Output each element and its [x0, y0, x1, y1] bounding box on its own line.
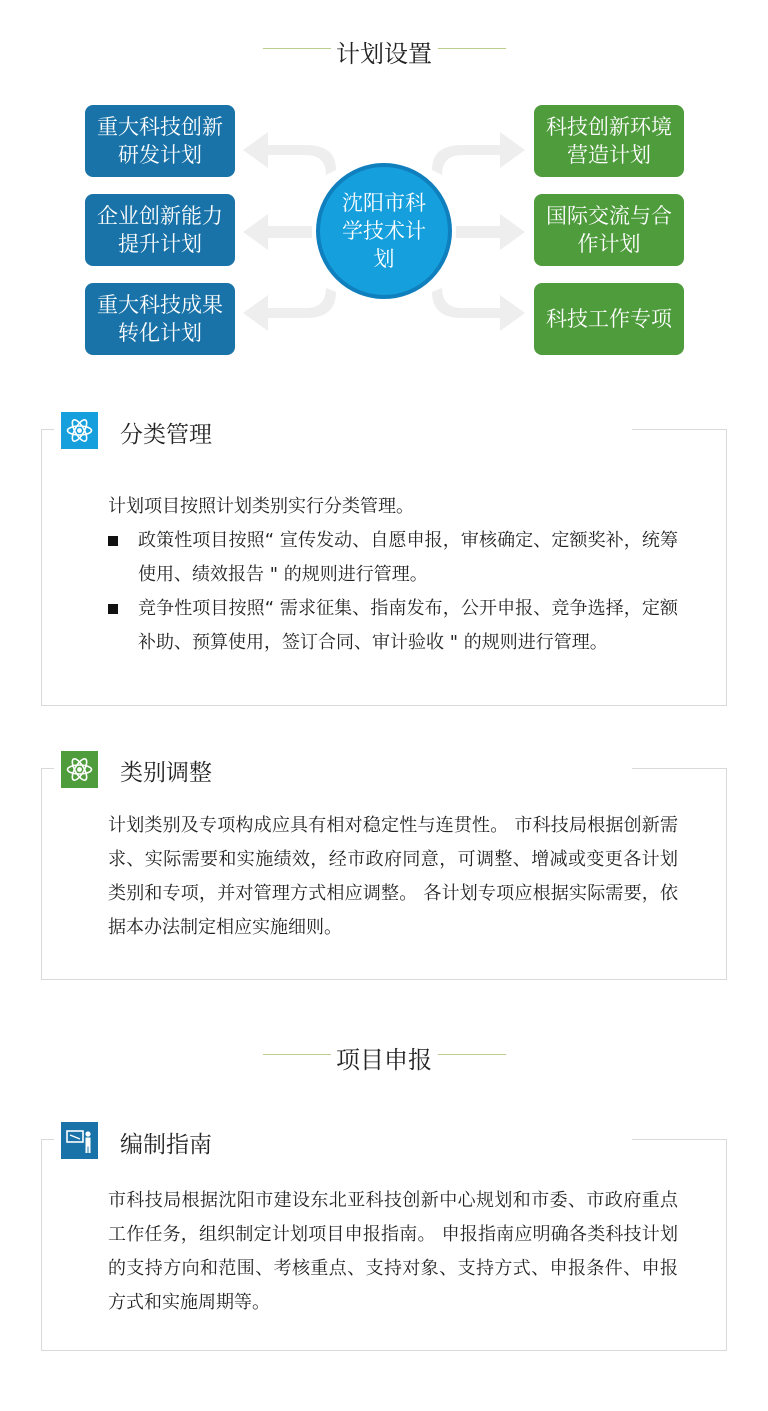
plan-item-left-1	[85, 105, 235, 177]
plan-item-right-3	[534, 283, 684, 355]
plan-center-circle	[316, 163, 452, 299]
plan-item-label: 科技创新环境营造计划	[546, 115, 672, 167]
arrow-left-middle-icon	[243, 214, 312, 250]
guide-text: 市科技局根据沈阳市建设东北亚科技创新中心规划和市委、市政府重点工作任务，组织制定计划项目申报指南。 申报指南应明确各类科技计划的支持方向和范围、考核重点、支持对象、支持方式、申报条件、申报方式和实施周期等。	[108, 1190, 678, 1313]
presentation-icon	[61, 1122, 98, 1159]
plan-item-left-2	[85, 194, 235, 266]
section-heading-apply	[0, 1040, 768, 1075]
plan-item-label: 重大科技成果转化计划	[97, 293, 223, 345]
plan-item-left-3	[85, 283, 235, 355]
plan-item-label: 科技工作专项	[546, 307, 672, 331]
classify-bullet	[108, 592, 678, 660]
atom-icon	[61, 412, 98, 449]
classify-bullet-text: 竞争性项目按照“ 需求征集、指南发布，公开申报、竞争选择，定额补助、预算使用，签订合同、审计验收 " 的规则进行管理。	[138, 598, 678, 653]
arrow-left-bottom-icon	[243, 288, 336, 331]
bullet-square-icon	[108, 604, 118, 614]
classify-intro: 计划项目按照计划类别实行分类管理。	[108, 496, 414, 517]
adjust-text: 计划类别及专项构成应具有相对稳定性与连贯性。 市科技局根据创新需求、实际需要和实施绩效，经市政府同意，可调整、增减或变更各计划类别和专项，并对管理方式相应调整。 各计划专项应根据实际需要，依据本办法制定相应实施细则。	[108, 815, 678, 938]
section-title-plan: 计划设置	[336, 40, 432, 68]
heading-rule-left	[263, 1054, 331, 1055]
heading-rule-right	[438, 1054, 506, 1055]
bullet-square-icon	[108, 536, 118, 546]
adjust-title: 类别调整	[120, 760, 212, 786]
arrow-right-top-icon	[432, 132, 525, 175]
plan-item-right-2	[534, 194, 684, 266]
classify-bullet-text: 政策性项目按照“ 宣传发动、自愿申报，审核确定、定额奖补，统筹使用、绩效报告 " 的规则进行管理。	[138, 530, 678, 585]
plan-center-label: 沈阳市科学技术计划	[342, 191, 426, 271]
classify-content	[108, 490, 678, 660]
plan-item-right-1	[534, 105, 684, 177]
plan-item-label: 国际交流与合作计划	[546, 204, 672, 256]
arrow-right-middle-icon	[456, 214, 525, 250]
plan-item-label: 重大科技创新研发计划	[97, 115, 223, 167]
classify-title: 分类管理	[120, 422, 212, 448]
classify-bullet	[108, 524, 678, 592]
arrow-right-bottom-icon	[432, 288, 525, 331]
plan-item-label: 企业创新能力提升计划	[97, 204, 223, 256]
section-title-apply: 项目申报	[336, 1046, 432, 1074]
guide-title: 编制指南	[120, 1132, 212, 1158]
atom-icon	[61, 751, 98, 788]
arrow-left-top-icon	[243, 132, 336, 175]
